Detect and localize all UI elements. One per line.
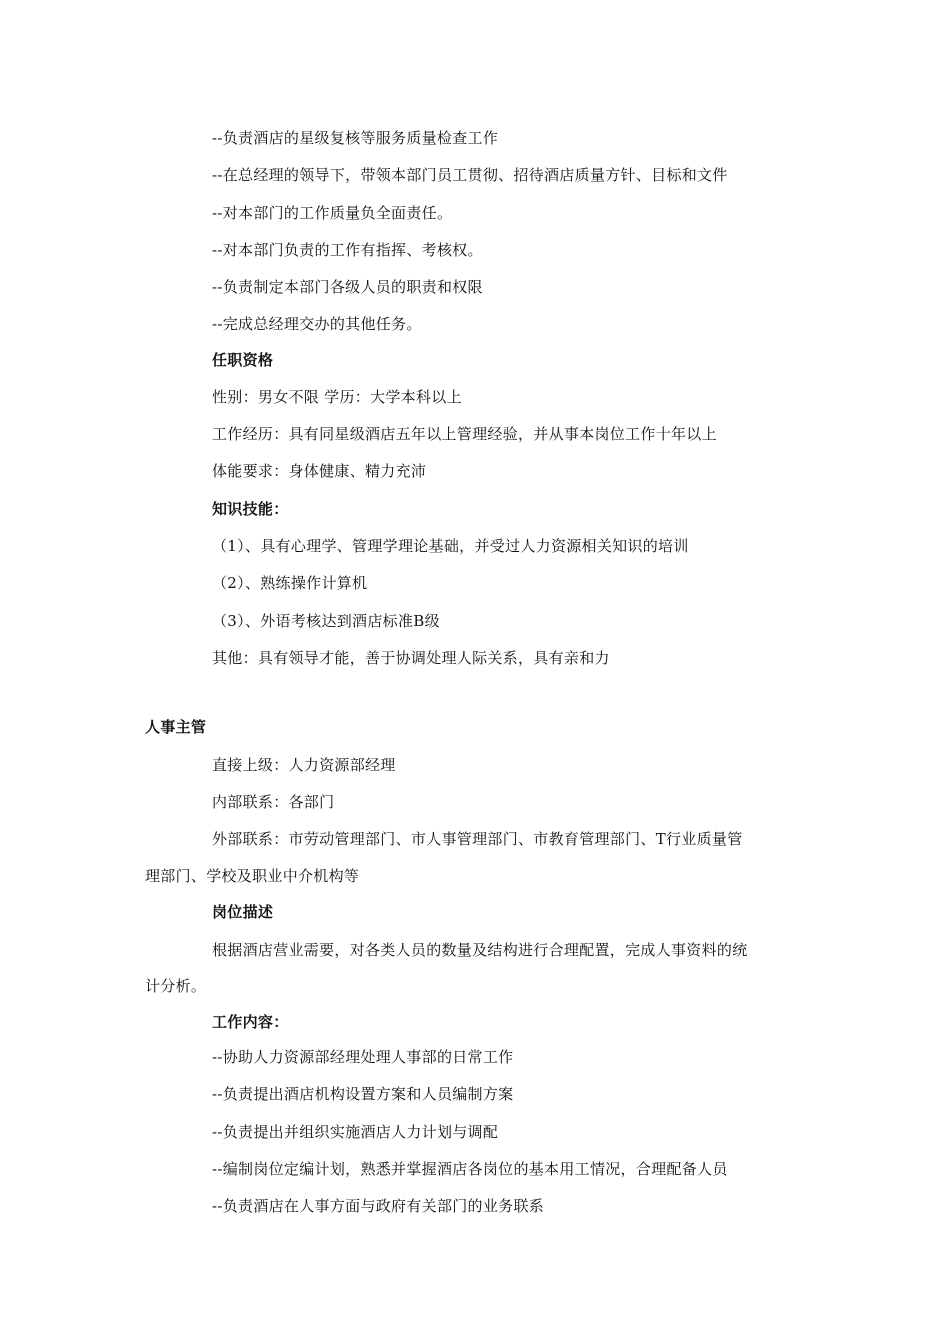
description-heading: 岗位描述 (212, 903, 274, 921)
duty-item: --负责制定本部门各级人员的职责和权限 (212, 278, 483, 296)
direct-superior: 直接上级：人力资源部经理 (212, 756, 396, 774)
qualification-item: 体能要求：身体健康、精力充沛 (212, 462, 427, 480)
duty-item: --在总经理的领导下，带领本部门员工贯彻、招待酒店质量方针、目标和文件 (212, 166, 728, 184)
other-requirements: 其他：具有领导才能，善于协调处理人际关系，具有亲和力 (212, 649, 610, 667)
work-heading: 工作内容： (212, 1013, 289, 1031)
description-text-continued: 计分析。 (145, 977, 207, 995)
duty-item: --对本部门的工作质量负全面责任。 (212, 204, 453, 222)
qualifications-heading: 任职资格 (212, 351, 274, 369)
duty-item: --负责酒店的星级复核等服务质量检查工作 (212, 129, 499, 147)
qualification-item: 性别：男女不限 学历：大学本科以上 (212, 388, 462, 406)
skills-heading: 知识技能： (212, 500, 289, 518)
qualification-item: 工作经历：具有同星级酒店五年以上管理经验，并从事本岗位工作十年以上 (212, 425, 717, 443)
internal-contacts: 内部联系：各部门 (212, 793, 335, 811)
work-item: --负责酒店在人事方面与政府有关部门的业务联系 (212, 1197, 545, 1215)
duty-item: --对本部门负责的工作有指挥、考核权。 (212, 241, 483, 259)
work-item: --协助人力资源部经理处理人事部的日常工作 (212, 1048, 514, 1066)
skill-item: （3）、外语考核达到酒店标准B级 (212, 612, 440, 630)
duty-item: --完成总经理交办的其他任务。 (212, 315, 422, 333)
work-item: --编制岗位定编计划，熟悉并掌握酒店各岗位的基本用工情况，合理配备人员 (212, 1160, 728, 1178)
position-title: 人事主管 (145, 718, 207, 736)
work-item: --负责提出酒店机构设置方案和人员编制方案 (212, 1085, 514, 1103)
description-text: 根据酒店营业需要，对各类人员的数量及结构进行合理配置，完成人事资料的统 (212, 941, 748, 959)
skill-item: （1）、具有心理学、管理学理论基础，并受过人力资源相关知识的培训 (212, 537, 689, 555)
skill-item: （2）、熟练操作计算机 (212, 574, 368, 592)
work-item: --负责提出并组织实施酒店人力计划与调配 (212, 1123, 499, 1141)
external-contacts-continued: 理部门、学校及职业中介机构等 (145, 867, 360, 885)
external-contacts: 外部联系：市劳动管理部门、市人事管理部门、市教育管理部门、T行业质量管 (212, 830, 743, 848)
